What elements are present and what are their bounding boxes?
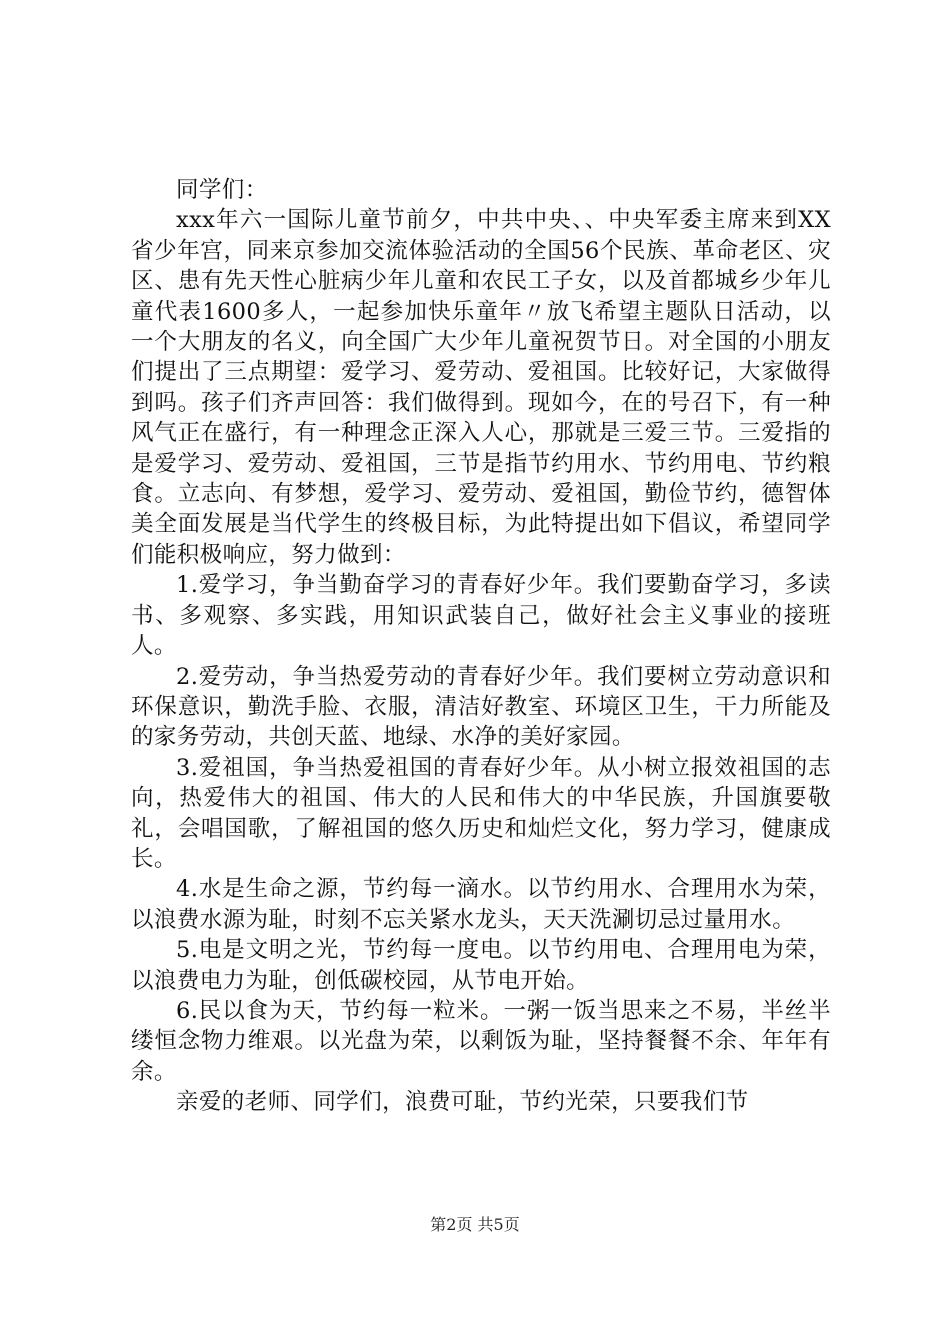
proposal-item-3: 3.爱祖国，争当热爱祖国的青春好少年。从小树立报效祖国的志向，热爱伟大的祖国、伟大的人民和伟大的中华民族，升国旗要敬礼，会唱国歌，了解祖国的悠久历史和灿烂文化，努力学习，健康成长。 — [131, 754, 831, 872]
proposal-item-1: 1.爱学习，争当勤奋学习的青春好少年。我们要勤奋学习，多读书、多观察、多实践，用知识武装自己，做好社会主义事业的接班人。 — [131, 572, 831, 660]
proposal-item-5: 5.电是文明之光，节约每一度电。以节约用电、合理用电为荣，以浪费电力为耻，创低碳校园，从节电开始。 — [131, 937, 831, 994]
page-number-footer: 第2页 共5页 — [430, 1215, 520, 1234]
intro-paragraph: xxx年六一国际儿童节前夕，中共中央、、中央军委主席来到XX省少年宫，同来京参加交流体验活动的全国56个民族、革命老区、灾区、患有先天性心脏病少年儿童和农民工子女，以及首都城乡少年儿童代表1600多人，一起参加快乐童年〃放飞希望主题队日活动，以一个大朋友的名义，向全国广大少年儿童祝贺节日。对全国的小朋友们提出了三点期望：爱学习、爱劳动、爱祖国。比较好记，大家做得到吗。孩子们齐声回答：我们做得到。现如今，在的号召下，有一种风气正在盛行，有一种理念正深入人心，那就是三爱三节。三爱指的是爱学习、爱劳动、爱祖国，三节是指节约用水、节约用电、节约粮食。立志向、有梦想，爱学习、爱劳动、爱祖国，勤俭节约，德智体美全面发展是当代学生的终极目标，为此特提出如下倡议，希望同学们能积极响应，努力做到： — [131, 207, 831, 568]
document-body — [131, 175, 831, 1118]
salutation: 同学们： — [176, 177, 268, 203]
proposal-item-4: 4.水是生命之源，节约每一滴水。以节约用水、合理用水为荣，以浪费水源为耻，时刻不忘关紧水龙头，天天洗涮切忌过量用水。 — [131, 876, 831, 933]
proposal-item-2: 2.爱劳动，争当热爱劳动的青春好少年。我们要树立劳动意识和环保意识，勤洗手脸、衣服，清洁好教室、环境区卫生，干力所能及的家务劳动，共创天蓝、地绿、水净的美好家园。 — [131, 663, 831, 751]
proposal-item-6: 6.民以食为天，节约每一粒米。一粥一饭当思来之不易，半丝半缕恒念物力维艰。以光盘为荣，以剩饭为耻，坚持餐餐不余、年年有余。 — [131, 997, 831, 1085]
closing-paragraph: 亲爱的老师、同学们，浪费可耻，节约光荣，只要我们节 — [176, 1089, 749, 1116]
